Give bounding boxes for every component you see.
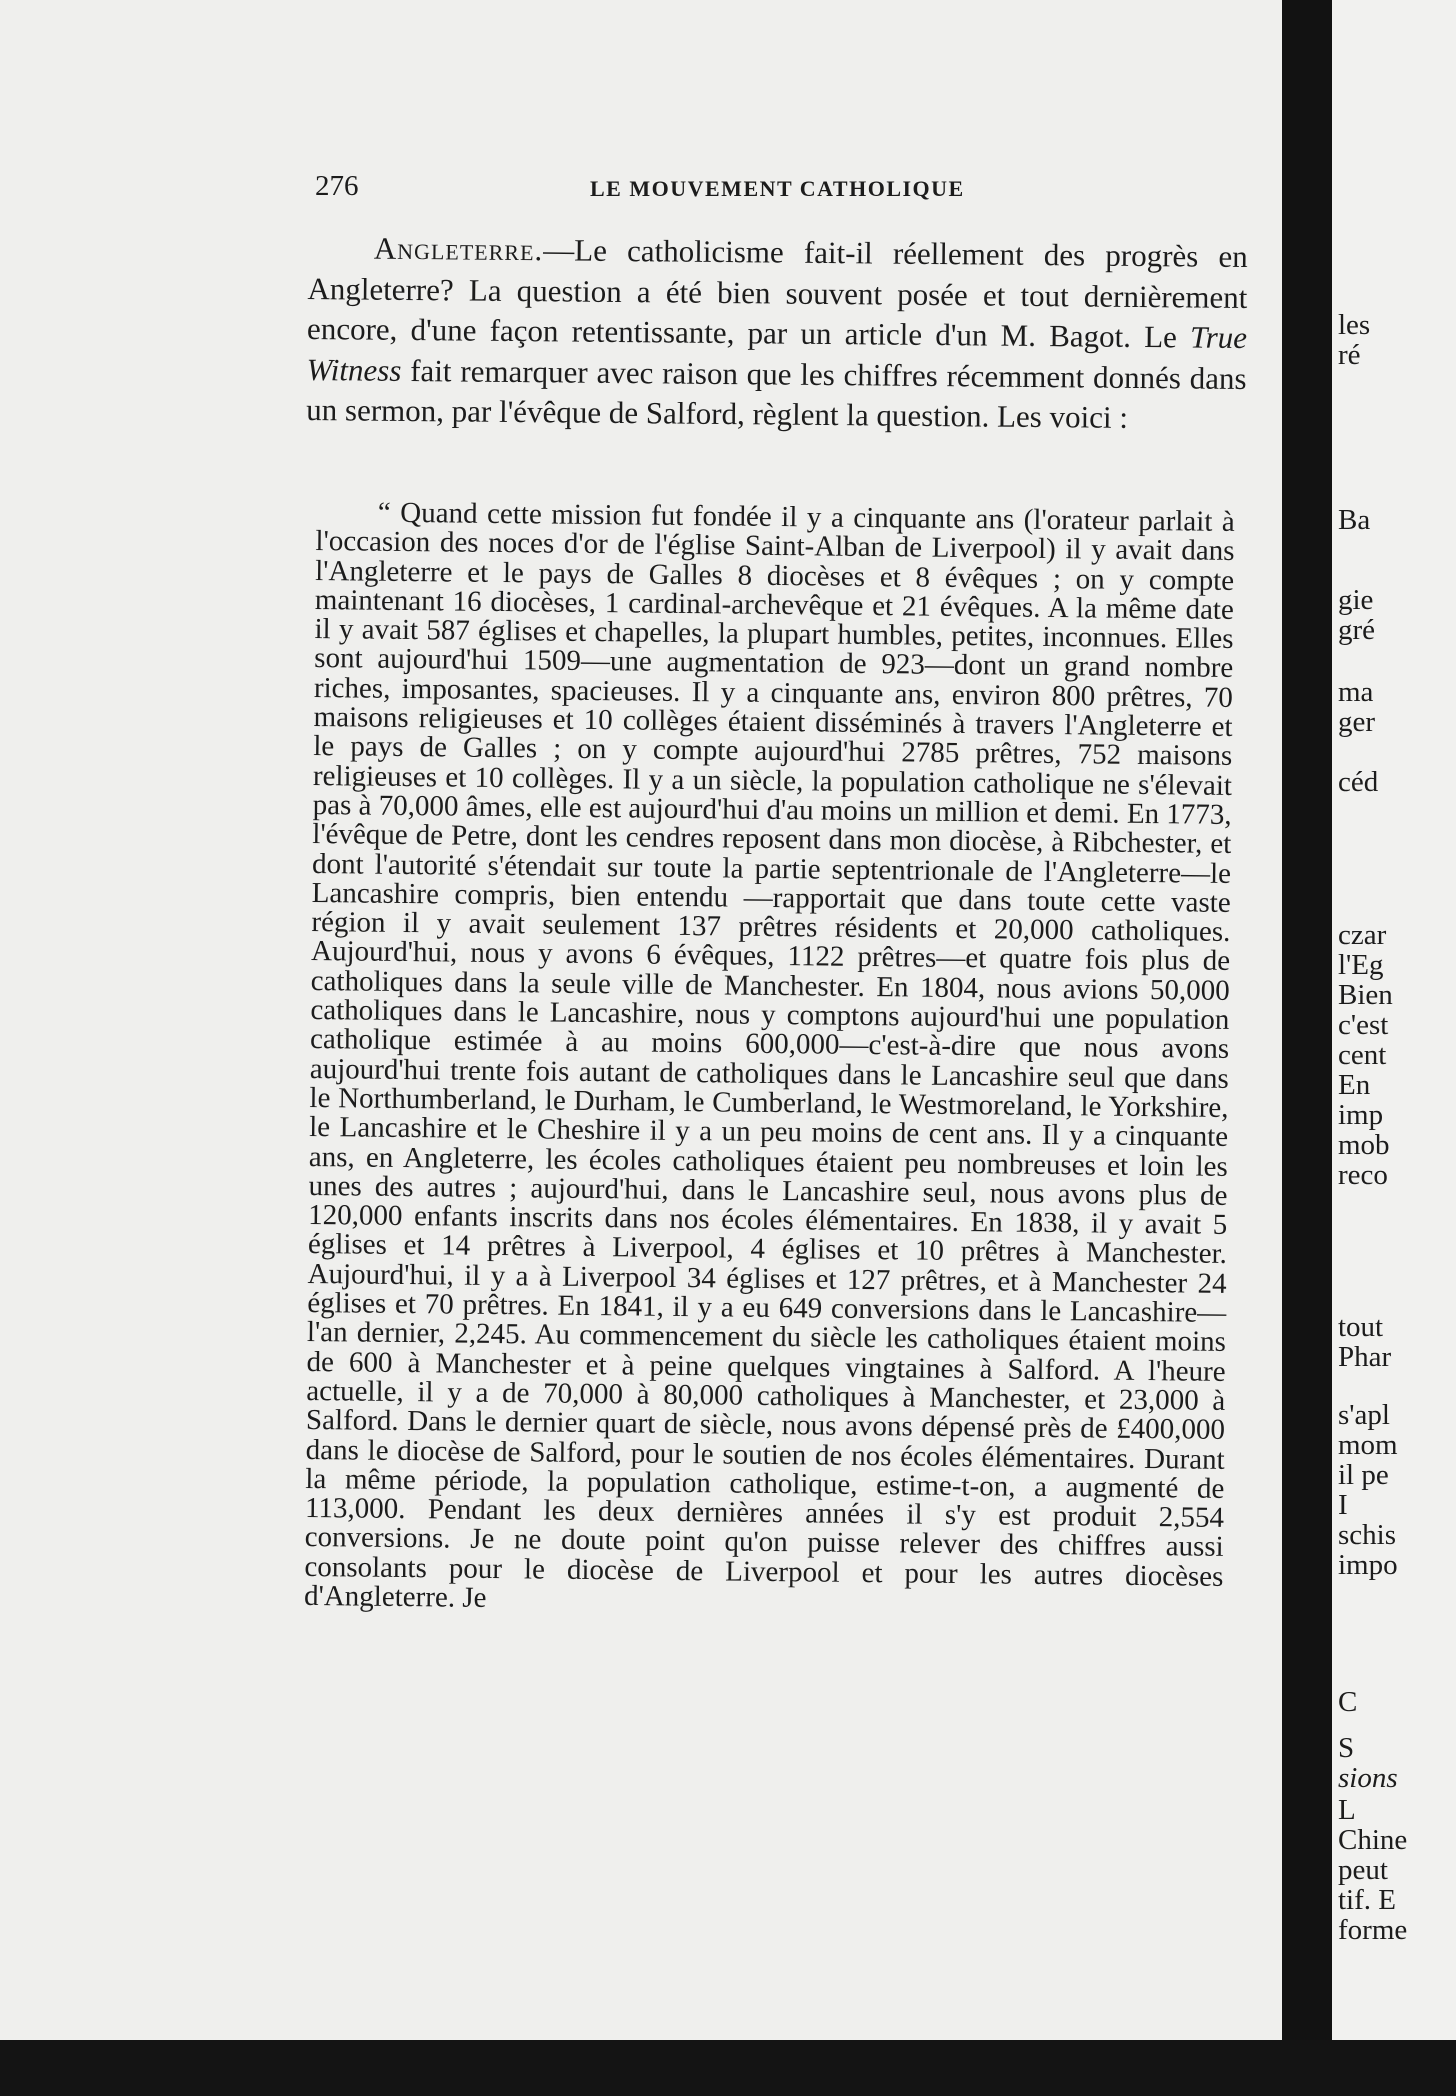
facing-page-fragment: Ba [1338,504,1371,536]
facing-page-fragment: peut [1338,1854,1388,1886]
facing-page-fragment: ger [1338,706,1376,738]
facing-page [1332,0,1456,2040]
quote-indent [316,496,378,529]
newspaper-title: True Witness [306,319,1248,388]
facing-page-fragment: imp [1338,1099,1384,1131]
facing-page-fragment: S [1338,1732,1355,1764]
facing-page-fragment: s'apl [1338,1399,1390,1431]
facing-page-fragment: il pe [1338,1459,1389,1491]
facing-page-fragment: mom [1338,1429,1398,1461]
facing-page-fragment: mob [1338,1129,1390,1161]
facing-page-fragment: impo [1338,1549,1398,1581]
facing-page-fragment: Phar [1338,1341,1392,1373]
facing-page-fragment: tif. E [1338,1884,1396,1916]
facing-page-fragment: czar [1338,919,1387,951]
facing-page-fragment: reco [1338,1159,1388,1191]
facing-page-fragment: En [1338,1069,1371,1101]
facing-page-fragment: les [1338,309,1371,341]
page-number: 276 [315,170,359,202]
facing-page-fragment: ré [1338,339,1361,371]
facing-page-fragment: I [1338,1489,1348,1521]
facing-page-fragment: gré [1338,614,1376,646]
book-gutter [1282,0,1332,2040]
quote-text: “ Quand cette mission fut fondée il y a cinquante ans (l'orateur parlait à l'occasion des noces d'or de l'église Saint-Alban de Liverpool) il y avait dans l'Angleterre et le pays de Galles 8 diocèses et 8 évêques ; on y compte maintenant 16 diocèses, 1 cardinal-archevêque et 21 évêques. A la même date il y avait 587 églises et chapelles, la plupart humbles, petites, inconnues. Elles sont aujourd'hui 1509—une augmentation de 923—dont un grand nombre riches, imposantes, spacieuses. Il y a cinquante ans, environ 800 prêtres, 70 maisons religieuses et 10 collèges étaient disséminés à travers l'Angleterre et le pays de Galles ; on y compte aujourd'hui 2785 prêtres, 752 maisons religieuses et 10 collèges. Il y a un siècle, la population catholique ne s'élevait pas à 70,000 âmes, elle est aujourd'hui d'au moins un million et demi. En 1773, l'évêque de Petre, dont les cendres reposent dans mon diocèse, à Ribchester, et dont l'autorité s'étendait sur toute la partie septentrionale de l'Angleterre—le Lancashire compris, bien entendu —rapportait que dans toute cette vaste région il y avait seulement 137 prêtres résidents et 20,000 catholiques. Aujourd'hui, nous y avons 6 évêques, 1122 prêtres—et quatre fois plus de catholiques dans la seule ville de Manchester. En 1804, nous avions 50,000 catholiques dans le Lancashire, nous y comptons aujourd'hui une population catholique estimée à au moins 600,000—c'est-à-dire que nous avons aujourd'hui trente fois autant de catholiques dans le Lancashire seul que dans le Northumberland, le Durham, le Cumberland, le Westmoreland, le Yorkshire, le Lancashire et le Cheshire il y a un peu moins de cent ans. Il y a cinquante ans, en Angleterre, les écoles catholiques étaient peu nombreuses et loin les unes des autres ; aujourd'hui, dans le Lancashire seul, nous avons plus de 120,000 enfants inscrits dans nos écoles élémentaires. En 1838, il y avait 5 églises et 14 prêtres à Liverpool, 4 églises et 10 prêtres à Manchester. Aujourd'hui, il y a à Liverpool 34 églises et 127 prêtres, et à Manchester 24 églises et 70 prêtres. En 1841, il y a eu 649 conversions dans le Lancashire—l'an dernier, 2,245. Au commencement du siècle les catholiques étaient moins de 600 à Manchester et à peine quelques vingtaines à Salford. A l'heure actuelle, il y a de 70,000 à 80,000 catholiques à Manchester, et 23,000 à Salford. Dans le dernier quart de siècle, nous avons dépensé près de £400,000 dans le diocèse de Salford, pour le soutien de nos écoles élémentaires. Durant la même période, la population catholique, estime-t-on, a augmenté de 113,000. Pendant les deux dernières années il s'y est produit 2,554 conversions. Je ne doute point qu'on puisse relever des chiffres aussi consolants pour le diocèse de Liverpool et pour les autres diocèses d'Angleterre. Je [303,496,1235,1614]
running-title: LE MOUVEMENT CATHOLIQUE [590,176,965,201]
facing-page-fragment: l'Eg [1338,949,1384,981]
facing-page-fragment: C [1338,1686,1358,1718]
quoted-sermon [304,498,1235,1621]
facing-page-fragment: céd [1338,766,1379,798]
facing-page-fragment: schis [1338,1519,1396,1551]
facing-page-fragment: cent [1338,1039,1387,1071]
facing-page-fragment: forme [1338,1914,1408,1946]
intro-paragraph [306,228,1248,440]
scan-bottom-border [0,2040,1456,2096]
facing-page-fragment: ma [1338,676,1374,708]
running-head [315,170,995,210]
facing-page-fragment: tout [1338,1311,1384,1343]
intro-lead: Angleterre. [373,230,544,268]
facing-page-fragment: L [1338,1794,1356,1826]
facing-page-fragment: Bien [1338,979,1393,1011]
facing-page-fragment: gie [1338,584,1374,616]
facing-page-fragment: sions [1338,1762,1398,1794]
facing-page-fragment: c'est [1338,1009,1389,1041]
intro-text-1: —Le catholicisme fait-il réellement des progrès en Angleterre? La question a été bien souvent posée et tout dernièrement encore, d'une façon retentissante, par un article d'un M. Bagot. Le [306,232,1248,355]
intro-text-2: fait remarquer avec raison que les chiffres récemment donnés dans un sermon, par l'évêque de Salford, règlent la question. Les voici : [306,352,1247,435]
facing-page-fragment: Chine [1338,1824,1408,1856]
